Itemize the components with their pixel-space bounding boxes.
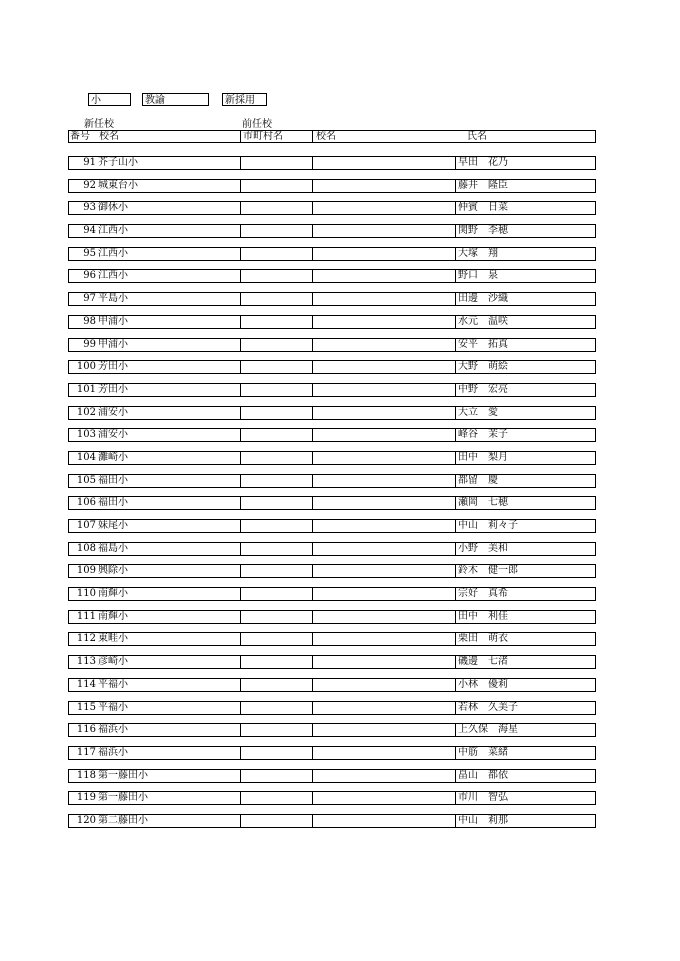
column-divider bbox=[455, 361, 456, 373]
column-divider bbox=[455, 770, 456, 782]
table-row bbox=[68, 247, 596, 261]
table-row bbox=[68, 406, 596, 420]
column-divider bbox=[240, 452, 241, 464]
row-name: 安平 拓真 bbox=[458, 338, 508, 350]
row-number: 120 bbox=[76, 814, 96, 826]
column-divider bbox=[240, 543, 241, 555]
header-previous-school: 校名 bbox=[316, 131, 336, 142]
header-school: 校名 bbox=[99, 131, 119, 142]
table-row bbox=[68, 746, 596, 760]
column-divider bbox=[312, 361, 313, 373]
column-divider bbox=[455, 588, 456, 600]
column-divider bbox=[240, 702, 241, 714]
column-divider bbox=[455, 452, 456, 464]
column-divider bbox=[240, 180, 241, 192]
column-divider bbox=[312, 679, 313, 691]
row-school: 江西小 bbox=[98, 225, 128, 237]
column-divider bbox=[455, 679, 456, 691]
header-divider bbox=[312, 131, 313, 142]
row-number: 96 bbox=[83, 270, 96, 282]
row-school: 浦安小 bbox=[98, 406, 128, 418]
row-name: 早田 花乃 bbox=[458, 157, 508, 168]
column-divider bbox=[240, 497, 241, 509]
column-divider bbox=[240, 611, 241, 623]
row-school: 南輝小 bbox=[98, 610, 128, 622]
row-school: 江西小 bbox=[98, 270, 128, 282]
row-number: 110 bbox=[76, 588, 96, 600]
column-divider bbox=[312, 543, 313, 555]
column-divider bbox=[312, 316, 313, 328]
column-divider bbox=[312, 747, 313, 759]
row-name: 都留 慶 bbox=[458, 474, 498, 486]
row-school: 御休小 bbox=[98, 202, 128, 214]
row-name: 大立 愛 bbox=[458, 406, 498, 418]
row-number: 100 bbox=[76, 361, 96, 373]
row-number: 99 bbox=[83, 338, 96, 350]
column-divider bbox=[312, 157, 313, 169]
column-divider bbox=[240, 520, 241, 532]
table-row bbox=[68, 292, 596, 306]
column-divider bbox=[312, 633, 313, 645]
table-row bbox=[68, 723, 596, 737]
column-divider bbox=[240, 475, 241, 487]
row-school: 芳田小 bbox=[98, 383, 128, 395]
column-divider bbox=[312, 270, 313, 282]
row-name: 小林 優莉 bbox=[458, 678, 508, 690]
column-divider bbox=[312, 384, 313, 396]
row-number: 111 bbox=[76, 610, 96, 622]
row-school: 第二藤田小 bbox=[98, 814, 148, 826]
column-divider bbox=[455, 157, 456, 169]
filter-school-type: 小 bbox=[88, 93, 131, 106]
row-name: 畠山 都依 bbox=[458, 769, 508, 781]
column-divider bbox=[455, 429, 456, 441]
column-divider bbox=[312, 611, 313, 623]
row-name: 関野 李穂 bbox=[458, 225, 508, 237]
table-row bbox=[68, 474, 596, 488]
row-name: 野口 泉 bbox=[458, 270, 498, 282]
row-school: 平島小 bbox=[98, 293, 128, 305]
column-divider bbox=[240, 157, 241, 169]
table-row bbox=[68, 769, 596, 783]
table-row bbox=[68, 519, 596, 533]
row-number: 102 bbox=[76, 406, 96, 418]
column-divider bbox=[240, 815, 241, 827]
header-divider bbox=[240, 131, 241, 142]
row-number: 108 bbox=[76, 542, 96, 554]
table-row bbox=[68, 655, 596, 669]
row-name: 小野 美和 bbox=[458, 542, 508, 554]
group-label-new-school: 新任校 bbox=[84, 119, 114, 130]
row-number: 93 bbox=[83, 202, 96, 214]
row-number: 113 bbox=[76, 656, 96, 668]
column-divider bbox=[455, 316, 456, 328]
row-school: 東畦小 bbox=[98, 633, 128, 645]
row-school: 平福小 bbox=[98, 678, 128, 690]
row-name: 水元 温咲 bbox=[458, 315, 508, 327]
column-divider bbox=[455, 611, 456, 623]
row-name: 瀬岡 七穂 bbox=[458, 497, 508, 509]
row-number: 115 bbox=[76, 701, 96, 713]
column-divider bbox=[455, 293, 456, 305]
row-school: 興除小 bbox=[98, 565, 128, 577]
column-divider bbox=[455, 656, 456, 668]
row-school: 第一藤田小 bbox=[98, 769, 148, 781]
header-number: 番号 bbox=[70, 131, 90, 142]
column-divider bbox=[455, 815, 456, 827]
row-name: 上久保 海星 bbox=[458, 724, 518, 736]
row-school: 妹尾小 bbox=[98, 520, 128, 531]
table-row bbox=[68, 451, 596, 465]
row-name: 大野 萌絵 bbox=[458, 361, 508, 373]
column-divider bbox=[312, 452, 313, 464]
row-name: 若林 久美子 bbox=[458, 701, 518, 713]
group-label-previous-school: 前任校 bbox=[242, 119, 272, 130]
row-number: 112 bbox=[76, 633, 96, 645]
column-divider bbox=[455, 702, 456, 714]
table-row bbox=[68, 156, 596, 170]
row-number: 103 bbox=[76, 429, 96, 441]
column-divider bbox=[240, 361, 241, 373]
column-divider bbox=[240, 225, 241, 237]
row-name: 藤井 隆臣 bbox=[458, 179, 508, 191]
column-divider bbox=[312, 475, 313, 487]
row-school: 彦崎小 bbox=[98, 656, 128, 668]
column-divider bbox=[312, 520, 313, 532]
column-divider bbox=[240, 270, 241, 282]
row-name: 宗好 真希 bbox=[458, 588, 508, 600]
row-school: 芳田小 bbox=[98, 361, 128, 373]
row-school: 甲浦小 bbox=[98, 315, 128, 327]
column-divider bbox=[312, 724, 313, 736]
column-divider bbox=[312, 770, 313, 782]
table-row bbox=[68, 201, 596, 215]
table-row bbox=[68, 383, 596, 397]
column-divider bbox=[455, 475, 456, 487]
table-row bbox=[68, 496, 596, 510]
row-school: 江西小 bbox=[98, 247, 128, 259]
column-divider bbox=[455, 339, 456, 351]
column-divider bbox=[455, 407, 456, 419]
column-divider bbox=[312, 815, 313, 827]
column-divider bbox=[312, 407, 313, 419]
column-divider bbox=[312, 225, 313, 237]
column-divider bbox=[240, 293, 241, 305]
table-row bbox=[68, 269, 596, 283]
row-number: 106 bbox=[76, 497, 96, 509]
table-row bbox=[68, 338, 596, 352]
row-name: 中筋 菜緒 bbox=[458, 746, 508, 758]
row-name: 田中 利佳 bbox=[458, 610, 508, 622]
column-divider bbox=[312, 497, 313, 509]
table-row bbox=[68, 814, 596, 828]
column-divider bbox=[455, 497, 456, 509]
table-body bbox=[68, 156, 596, 837]
column-divider bbox=[312, 792, 313, 804]
column-divider bbox=[240, 565, 241, 577]
column-divider bbox=[455, 792, 456, 804]
column-divider bbox=[312, 656, 313, 668]
column-divider bbox=[455, 633, 456, 645]
column-divider bbox=[240, 747, 241, 759]
column-divider bbox=[240, 202, 241, 214]
table-row bbox=[68, 610, 596, 624]
row-number: 118 bbox=[76, 769, 96, 781]
row-school: 福島小 bbox=[98, 542, 128, 554]
column-divider bbox=[240, 316, 241, 328]
row-school: 甲浦小 bbox=[98, 338, 128, 350]
column-divider bbox=[240, 429, 241, 441]
table-row bbox=[68, 428, 596, 442]
row-school: 平福小 bbox=[98, 701, 128, 713]
row-number: 107 bbox=[76, 520, 96, 531]
row-name: 中野 宏亮 bbox=[458, 383, 508, 395]
row-number: 94 bbox=[83, 225, 96, 237]
column-divider bbox=[312, 702, 313, 714]
row-school: 福田小 bbox=[98, 474, 128, 486]
row-name: 栗田 萌衣 bbox=[458, 633, 508, 645]
row-school: 灘崎小 bbox=[98, 451, 128, 463]
column-divider bbox=[312, 202, 313, 214]
column-divider bbox=[312, 293, 313, 305]
column-divider bbox=[240, 792, 241, 804]
column-divider bbox=[240, 339, 241, 351]
table-row bbox=[68, 315, 596, 329]
column-divider bbox=[312, 565, 313, 577]
column-divider bbox=[312, 339, 313, 351]
column-divider bbox=[312, 429, 313, 441]
column-divider bbox=[312, 180, 313, 192]
column-divider bbox=[455, 543, 456, 555]
column-divider bbox=[240, 407, 241, 419]
column-divider bbox=[455, 270, 456, 282]
column-divider bbox=[240, 656, 241, 668]
column-divider bbox=[240, 248, 241, 260]
column-divider bbox=[240, 588, 241, 600]
row-school: 城東台小 bbox=[98, 179, 138, 191]
row-name: 磯邊 七渚 bbox=[458, 656, 508, 668]
row-school: 福田小 bbox=[98, 497, 128, 509]
row-school: 福浜小 bbox=[98, 746, 128, 758]
header-name: 氏名 bbox=[467, 131, 487, 142]
row-number: 105 bbox=[76, 474, 96, 486]
column-divider bbox=[240, 633, 241, 645]
table-row bbox=[68, 791, 596, 805]
row-name: 仲賓 日菜 bbox=[458, 202, 508, 214]
column-divider bbox=[240, 724, 241, 736]
column-divider bbox=[455, 384, 456, 396]
table-row bbox=[68, 179, 596, 193]
table-row bbox=[68, 632, 596, 646]
row-number: 104 bbox=[76, 451, 96, 463]
row-school: 浦安小 bbox=[98, 429, 128, 441]
column-divider bbox=[312, 248, 313, 260]
row-school: 南輝小 bbox=[98, 588, 128, 600]
row-name: 峰谷 茉子 bbox=[458, 429, 508, 441]
filter-category: 新採用 bbox=[222, 93, 267, 106]
row-number: 114 bbox=[76, 678, 96, 690]
table-row bbox=[68, 360, 596, 374]
row-school: 芥子山小 bbox=[98, 157, 138, 168]
row-name: 鈴木 健一郎 bbox=[458, 565, 518, 577]
row-number: 98 bbox=[83, 315, 96, 327]
row-number: 119 bbox=[76, 792, 96, 804]
row-number: 116 bbox=[76, 724, 96, 736]
row-number: 91 bbox=[83, 157, 96, 168]
column-divider bbox=[455, 202, 456, 214]
column-divider bbox=[240, 770, 241, 782]
column-divider bbox=[455, 747, 456, 759]
column-divider bbox=[455, 248, 456, 260]
table-header bbox=[68, 130, 596, 143]
table-row bbox=[68, 587, 596, 601]
row-name: 田中 梨月 bbox=[458, 451, 508, 463]
column-divider bbox=[455, 565, 456, 577]
row-name: 大塚 翔 bbox=[458, 247, 498, 259]
column-divider bbox=[240, 679, 241, 691]
column-divider bbox=[240, 384, 241, 396]
row-name: 田邊 沙織 bbox=[458, 293, 508, 305]
column-divider bbox=[455, 724, 456, 736]
row-number: 95 bbox=[83, 247, 96, 259]
row-name: 中山 莉々子 bbox=[458, 520, 518, 531]
row-number: 117 bbox=[76, 746, 96, 758]
column-divider bbox=[455, 225, 456, 237]
row-number: 109 bbox=[76, 565, 96, 577]
column-divider bbox=[312, 588, 313, 600]
row-number: 97 bbox=[83, 293, 96, 305]
row-number: 101 bbox=[76, 383, 96, 395]
table-row bbox=[68, 224, 596, 238]
row-name: 市川 智弘 bbox=[458, 792, 508, 804]
header-city: 市町村名 bbox=[243, 131, 283, 142]
table-row bbox=[68, 564, 596, 578]
column-divider bbox=[455, 180, 456, 192]
row-number: 92 bbox=[83, 179, 96, 191]
row-name: 中山 莉那 bbox=[458, 814, 508, 826]
row-school: 第一藤田小 bbox=[98, 792, 148, 804]
table-row bbox=[68, 542, 596, 556]
table-row bbox=[68, 678, 596, 692]
filter-job-title: 教諭 bbox=[142, 93, 209, 106]
column-divider bbox=[455, 520, 456, 532]
row-school: 福浜小 bbox=[98, 724, 128, 736]
table-row bbox=[68, 701, 596, 715]
